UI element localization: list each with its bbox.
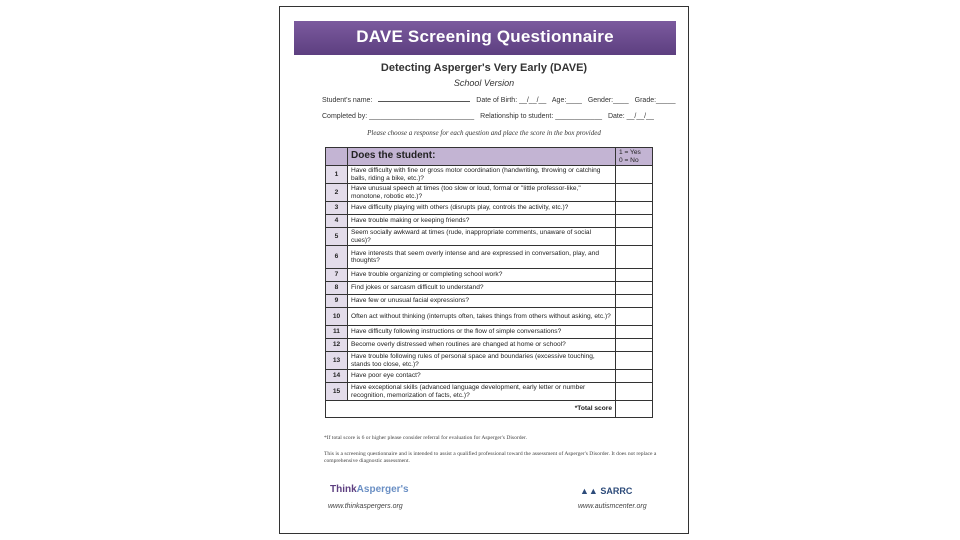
question-text: Seem socially awkward at times (rude, inappropriate comments, unaware of social cues)? (348, 228, 616, 246)
question-text: Have trouble following rules of personal space and boundaries (excessive touching, stands too close, etc.)? (348, 352, 616, 370)
question-text: Have few or unusual facial expressions? (348, 295, 616, 308)
student-name-field[interactable]: Student's name: (322, 97, 373, 104)
question-text: Have exceptional skills (advanced language development, early letter or number recognition, memorization of facts, etc.)? (348, 383, 616, 401)
question-number: 5 (326, 228, 348, 246)
question-text: Have poor eye contact? (348, 370, 616, 383)
score-box[interactable] (616, 339, 653, 352)
logo-aspergers-text: Asperger's (356, 484, 409, 495)
question-number: 14 (326, 370, 348, 383)
student-name-line[interactable] (378, 101, 470, 102)
score-box[interactable] (616, 295, 653, 308)
score-box[interactable] (616, 202, 653, 215)
scoring-footnote: *If total score is 6 or higher please consider referral for evaluation for Asperger's Disorder. (324, 435, 527, 441)
total-row (326, 401, 653, 418)
question-number: 12 (326, 339, 348, 352)
total-score-box[interactable] (616, 401, 653, 418)
header-heading-cell (348, 148, 616, 166)
score-box[interactable] (616, 352, 653, 370)
question-number: 6 (326, 246, 348, 269)
dob-field[interactable]: Date of Birth: __/__/__ (476, 97, 547, 104)
question-number: 8 (326, 282, 348, 295)
gender-field[interactable]: Gender:____ (587, 97, 629, 104)
key-yes: 1 = Yes (619, 149, 641, 157)
questionnaire-page (279, 6, 689, 534)
question-text: Have unusual speech at times (too slow or loud, formal or "little professor-like," monotone, robotic etc.)? (348, 184, 616, 202)
student-info-row (322, 97, 674, 104)
question-number: 1 (326, 166, 348, 184)
question-row (326, 383, 653, 401)
question-row (326, 166, 653, 184)
question-text: Have trouble organizing or completing school work? (348, 269, 616, 282)
question-number: 13 (326, 352, 348, 370)
score-box[interactable] (616, 215, 653, 228)
question-row (326, 184, 653, 202)
question-row (326, 228, 653, 246)
logo-think-text: Think (330, 484, 357, 495)
instructions: Please choose a response for each question and place the score in the box provided (367, 129, 601, 137)
sarrc-logo (580, 486, 632, 496)
table-heading: Does the student: (351, 150, 436, 162)
table-header-row (326, 148, 653, 166)
date-field[interactable]: Date: __/__/__ (607, 113, 654, 120)
title-banner (294, 21, 676, 55)
total-score-label: *Total score (326, 401, 616, 418)
question-text: Become overly distressed when routines are changed at home or school? (348, 339, 616, 352)
key-no: 0 = No (619, 156, 639, 164)
question-row (326, 282, 653, 295)
score-box[interactable] (616, 282, 653, 295)
question-text: Have difficulty following instructions or the flow of simple conversations? (348, 326, 616, 339)
question-row (326, 202, 653, 215)
question-number: 2 (326, 184, 348, 202)
question-number: 9 (326, 295, 348, 308)
question-number: 15 (326, 383, 348, 401)
question-row (326, 326, 653, 339)
score-box[interactable] (616, 184, 653, 202)
page-title: DAVE Screening Questionnaire (356, 27, 614, 46)
grade-field[interactable]: Grade:_____ (634, 97, 676, 104)
question-number: 7 (326, 269, 348, 282)
sarrc-mark-icon: ▲▲ (580, 486, 601, 496)
score-box[interactable] (616, 383, 653, 401)
score-key (616, 148, 653, 166)
score-box[interactable] (616, 269, 653, 282)
completed-by-field[interactable]: Completed by: ___________________________ (322, 113, 475, 120)
header-blank-cell (326, 148, 348, 166)
question-text: Have difficulty playing with others (disrupts play, controls the activity, etc.)? (348, 202, 616, 215)
completer-info-row (322, 113, 674, 120)
score-box[interactable] (616, 246, 653, 269)
relationship-field[interactable]: Relationship to student: ____________ (480, 113, 602, 120)
sarrc-url[interactable]: www.autismcenter.org (578, 503, 647, 510)
age-field[interactable]: Age:____ (551, 97, 582, 104)
questions-table (325, 147, 653, 418)
question-row (326, 308, 653, 326)
question-row (326, 370, 653, 383)
question-text: Have interests that seem overly intense and are expressed in conversation, play, and thoughts? (348, 246, 616, 269)
question-row (326, 269, 653, 282)
score-box[interactable] (616, 308, 653, 326)
question-row (326, 295, 653, 308)
question-text: Have difficulty with fine or gross motor coordination (handwriting, throwing or catching balls, riding a bike, etc.)? (348, 166, 616, 184)
question-text: Find jokes or sarcasm difficult to understand? (348, 282, 616, 295)
thinkaspergers-url[interactable]: www.thinkaspergers.org (328, 503, 403, 510)
sarrc-logo-text: SARRC (600, 486, 633, 496)
thinkaspergers-logo (330, 484, 409, 495)
disclaimer-footnote: This is a screening questionnaire and is intended to assist a qualified professional toward the assessment of Asperger's Disorder. It does not replace a comprehensive diagnostic assessment. (324, 451, 657, 464)
question-number: 4 (326, 215, 348, 228)
question-row (326, 246, 653, 269)
score-box[interactable] (616, 166, 653, 184)
score-box[interactable] (616, 326, 653, 339)
version-label: School Version (453, 78, 515, 88)
question-text: Have trouble making or keeping friends? (348, 215, 616, 228)
subtitle: Detecting Asperger's Very Early (DAVE) (380, 62, 588, 74)
question-text: Often act without thinking (interrupts often, takes things from others without asking, etc.)? (348, 308, 616, 326)
question-number: 10 (326, 308, 348, 326)
question-number: 3 (326, 202, 348, 215)
question-row (326, 339, 653, 352)
score-box[interactable] (616, 370, 653, 383)
question-number: 11 (326, 326, 348, 339)
question-row (326, 215, 653, 228)
question-row (326, 352, 653, 370)
score-box[interactable] (616, 228, 653, 246)
